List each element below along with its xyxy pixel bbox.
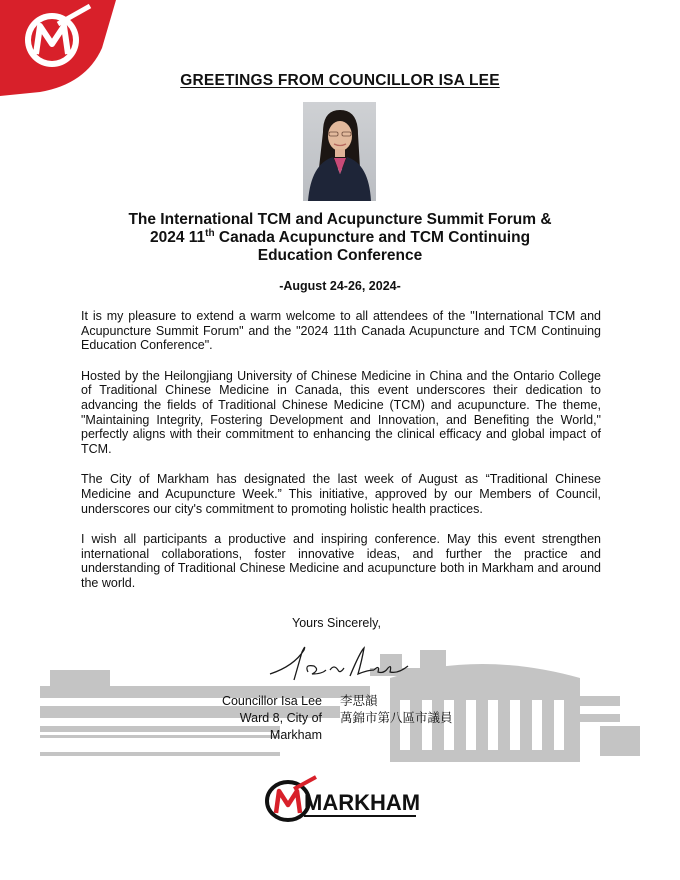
greeting-heading — [0, 72, 680, 90]
markham-logo-text: MARKHAM — [304, 790, 420, 815]
event-title — [60, 211, 620, 265]
body-paragraph: I wish all participants a productive and inspiring conference. May this event strengthen international collaborations, foster innovative ideas, and further the practice and understanding of Traditional Chinese Medicine and acupuncture both in Markham and around the world. — [81, 532, 601, 590]
closing-salutation: Yours Sincerely, — [292, 616, 381, 630]
markham-logo — [264, 775, 420, 823]
signature-block-english — [190, 693, 322, 744]
signer-title: Ward 8, City of Markham — [239, 711, 322, 742]
body-paragraph: The City of Markham has designated the last week of August as “Traditional Chinese Medicine and Acupuncture Week.” This initiative, approved by our Members of Council, underscores our city's commitment to promoting holistic health practices. — [81, 472, 601, 516]
event-dates: -August 24-26, 2024- — [279, 279, 401, 293]
body-paragraph: Hosted by the Heilongjiang University of Chinese Medicine in China and the Ontario College of Traditional Chinese Medicine in Canada, this event underscores their dedication to advancing the fields of Traditional Chinese Medicine (TCM) and acupuncture. The theme, "Maintaining Integrity, Fostering Development and Innovation, and Benefiting the World," perfectly aligns with their commitment to enhancing the clinical efficacy and global impact of TCM. — [81, 368, 601, 456]
letter-body — [81, 309, 601, 607]
signer-name-chinese: 李思韻 — [340, 694, 378, 708]
body-paragraph: It is my pleasure to extend a warm welcome to all attendees of the "International TCM and Acupuncture Summit Forum" and the "2024 11th Canada Acupuncture and TCM Continuing Education Conference". — [81, 309, 601, 353]
event-title-line-3: Education Conference — [257, 247, 423, 264]
signature-block-chinese — [340, 693, 453, 727]
event-title-line-2-end: Canada Acupuncture and TCM Continuing — [214, 229, 531, 246]
event-title-line-2 — [60, 229, 620, 247]
event-title-line-2-start: 2024 11 — [149, 229, 206, 246]
signer-name: Councillor Isa Lee — [221, 694, 322, 708]
event-title-ordinal-suffix: th — [205, 227, 215, 239]
handwritten-signature — [264, 640, 414, 684]
greeting-text: GREETINGS FROM COUNCILLOR ISA LEE — [180, 72, 500, 89]
signer-title-chinese: 萬錦市第八區市議員 — [340, 711, 453, 725]
event-title-line-1: The International TCM and Acupuncture Summit Forum & — [128, 211, 552, 228]
councillor-portrait — [303, 102, 376, 201]
